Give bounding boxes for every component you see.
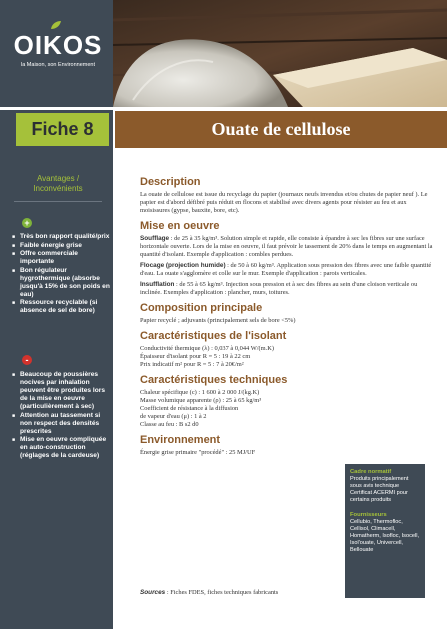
composition-heading: Composition principale <box>140 302 263 314</box>
techniques-line: Chaleur spécifique (c) : 1 600 à 2 000 J/(kg.K) <box>140 389 260 396</box>
section-techniques <box>140 374 436 429</box>
mise-heading: Mise en oeuvre <box>140 220 220 232</box>
pros-item: ■ Bon régulateur hygrothermique (absorbe jusqu'à 15% de son poids en eau) <box>10 267 110 299</box>
section-isolant <box>140 330 436 369</box>
composition-text: Papier recyclé ; adjuvants (principalement sels de bore <5%) <box>140 317 296 324</box>
callout-text-fournisseurs: Cellubio, Thermofloc, Cellisol, Climacell, Homatherm, Isofloc, Isocell, Isol'ouate, Univercell, Bellouate <box>350 519 420 553</box>
section-composition <box>140 302 436 325</box>
sidebar-heading-line1: Avantages / <box>36 174 80 183</box>
leaf-icon <box>50 20 62 30</box>
section-environnement <box>140 434 436 457</box>
insufflation-paragraph <box>140 281 436 297</box>
environnement-heading: Environnement <box>140 434 221 446</box>
callout-box <box>345 464 425 598</box>
sources-label: Sources <box>140 589 166 596</box>
flocage-paragraph <box>140 262 436 278</box>
description-heading: Description <box>140 176 201 188</box>
insufflation-text: : de 55 à 65 kg/m³. Injection sous pression et à sec des fibres au sein d'une cloison verticale ou inclinée. Exemples d'application : plancher, murs, toitures. <box>140 281 418 296</box>
section-mise-en-oeuvre <box>140 220 436 297</box>
sidebar-heading-line2: Inconvénients <box>33 184 83 193</box>
environnement-text: Énergie grise primaire "procédé" : 25 MJ/UF <box>140 449 256 456</box>
logo-brand: OIKOS <box>13 30 103 60</box>
soufflage-text: : de 25 à 35 kg/m³. Solution simple et rapide, elle consiste à épandre à sec les fibres sur une surface horizontale ouverte. Lors de la mise en oeuvre, il faut prévoir le tassement de 20% dans le temps en augmentant la quantité d'isolant. Exemple d'application : combles perdues. <box>140 235 433 258</box>
isolant-line: Épaisseur d'isolant pour R = 5 : 19 à 22 cm <box>140 353 251 360</box>
isolant-line: Conductivité thermique (λ) : 0,037 à 0,044 W/(m.K) <box>140 345 274 352</box>
sidebar-heading <box>8 174 108 194</box>
cons-item: ■ Mise en oeuvre compliquée en auto-construction (réglages de la cardeuse) <box>10 436 110 460</box>
cons-item: ■ Attention au tassement si non respect des densités prescrites <box>10 412 110 436</box>
section-description <box>140 176 436 215</box>
plus-icon: + <box>22 218 32 228</box>
flocage-text: : de 50 à 60 kg/m³. Application sous pression des fibres avec une faible quantité d'eau. La ouate s'agglomère et colle sur le mur. Exemple d'application : parois verticales. <box>140 262 432 277</box>
fiche-label: Fiche 8 <box>31 119 94 139</box>
pros-item: ■ Très bon rapport qualité/prix <box>10 233 110 241</box>
page-title: Ouate de cellulose <box>211 119 351 139</box>
isolant-heading: Caractéristiques de l'isolant <box>140 330 287 342</box>
techniques-line: Masse volumique apparente (ρ) : 25 à 65 kg/m³ <box>140 397 262 404</box>
cons-list <box>10 371 110 461</box>
callout-heading-fournisseurs: Fournisseurs <box>350 512 387 518</box>
sources-text: : Fiches FDES, fiches techniques fabricants <box>165 589 279 596</box>
pros-item: ■ Offre commerciale importante <box>10 250 110 266</box>
techniques-line: Coefficient de résistance à la diffusion <box>140 405 239 412</box>
header <box>0 0 447 107</box>
header-photo <box>113 0 447 107</box>
soufflage-label: Soufflage <box>140 235 170 242</box>
cons-item: ■ Beaucoup de poussières nocives par inhalation peuvent être produites lors de la mise en oeuvre (particulièrement à sec) <box>10 371 110 411</box>
minus-icon: - <box>22 355 32 365</box>
description-text: La ouate de cellulose est issue du recyclage du papier (journaux neufs invendus et/ou chutes de papier neuf ). Le papier est d'abord défibré puis réduit en flocons et stabilisé avec divers agents pour résister au feu et aux moisissures (gypse, bauxite, bore, etc). <box>140 191 428 214</box>
pros-list <box>10 233 110 316</box>
flocage-label: Flocage (projection humide) <box>140 262 226 269</box>
isolant-line: Prix indicatif m² pour R = 5 : 7 à 20€/m² <box>140 361 244 368</box>
isolant-text <box>140 345 340 369</box>
techniques-line: de vapeur d'eau (μ) : 1 à 2 <box>140 413 207 420</box>
callout-text-normatif: Produits principalement sous avis technique Certificat ACERMI pour certains produits <box>350 476 409 503</box>
sidebar-divider <box>14 201 102 202</box>
main-content <box>140 176 436 462</box>
soufflage-paragraph <box>140 235 436 259</box>
callout-heading-normatif: Cadre normatif <box>350 469 392 475</box>
pros-item: ■ Ressource recyclable (si absence de sel de bore) <box>10 299 110 315</box>
logo-tagline: la Maison, son Environnement <box>21 62 95 68</box>
techniques-line: Classe au feu : B s2 d0 <box>140 421 199 428</box>
pros-item: ■ Faible énergie grise <box>10 242 110 250</box>
techniques-text <box>140 389 340 429</box>
insufflation-label: Insufflation <box>140 281 175 288</box>
techniques-heading: Caractéristiques techniques <box>140 374 288 386</box>
